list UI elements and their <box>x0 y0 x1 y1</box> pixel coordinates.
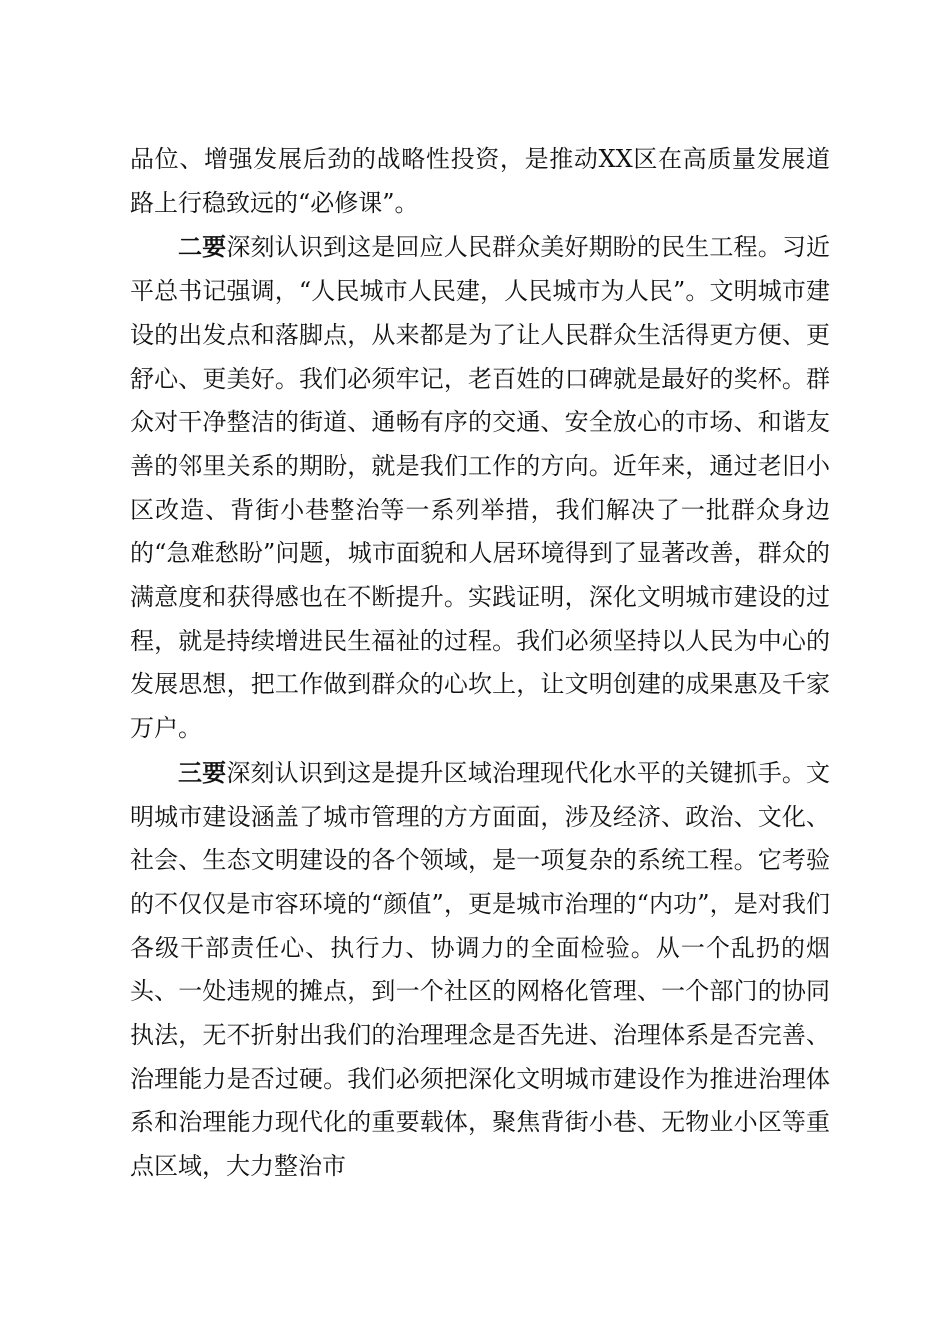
paragraph-continuation <box>130 138 830 225</box>
paragraph-text: 深刻认识到这是回应人民群众美好期盼的民生工程。习近平总书记强调，“人民城市人民建，人民城市为人民”。文明城市建设的出发点和落脚点，从来都是为了让人民群众生活得更方便、更舒心、更美好。我们必须牢记，老百姓的口碑就是最好的奖杯。群众对干净整洁的街道、通畅有序的交通、安全放心的市场、和谐友善的邻里关系的期盼，就是我们工作的方向。近年来，通过老旧小区改造、背街小巷整治等一系列举措，我们解决了一批群众身边的“急难愁盼”问题，城市面貌和人居环境得到了显著改善，群众的满意度和获得感也在不断提升。实践证明，深化文明城市建设的过程，就是持续增进民生福祉的过程。我们必须坚持以人民为中心的发展思想，把工作做到群众的心坎上，让文明创建的成果惠及千家万户。 <box>130 233 831 743</box>
paragraph-lead: 三要 <box>178 757 227 787</box>
document-body <box>130 138 830 1189</box>
paragraph-text: 品位、增强发展后劲的战略性投资，是推动XX区在高质量发展道路上行稳致远的“必修课”。 <box>130 145 830 217</box>
paragraph-text: 深刻认识到这是提升区域治理现代化水平的关键抓手。文明城市建设涵盖了城市管理的方方面面，涉及经济、政治、文化、社会、生态文明建设的各个领域，是一项复杂的系统工程。它考验的不仅仅是市容环境的“颜值”，更是城市治理的“内功”，是对我们各级干部责任心、执行力、协调力的全面检验。从一个乱扔的烟头、一处违规的摊点，到一个社区的网格化管理、一个部门的协同执法，无不折射出我们的治理理念是否先进、治理体系是否完善、治理能力是否过硬。我们必须把深化文明城市建设作为推进治理体系和治理能力现代化的重要载体，聚焦背街小巷、无物业小区等重点区域，大力整治市 <box>130 758 831 1181</box>
paragraph-lead: 二要 <box>178 232 227 262</box>
paragraph-point-three <box>130 751 830 1189</box>
paragraph-point-two <box>130 225 830 750</box>
